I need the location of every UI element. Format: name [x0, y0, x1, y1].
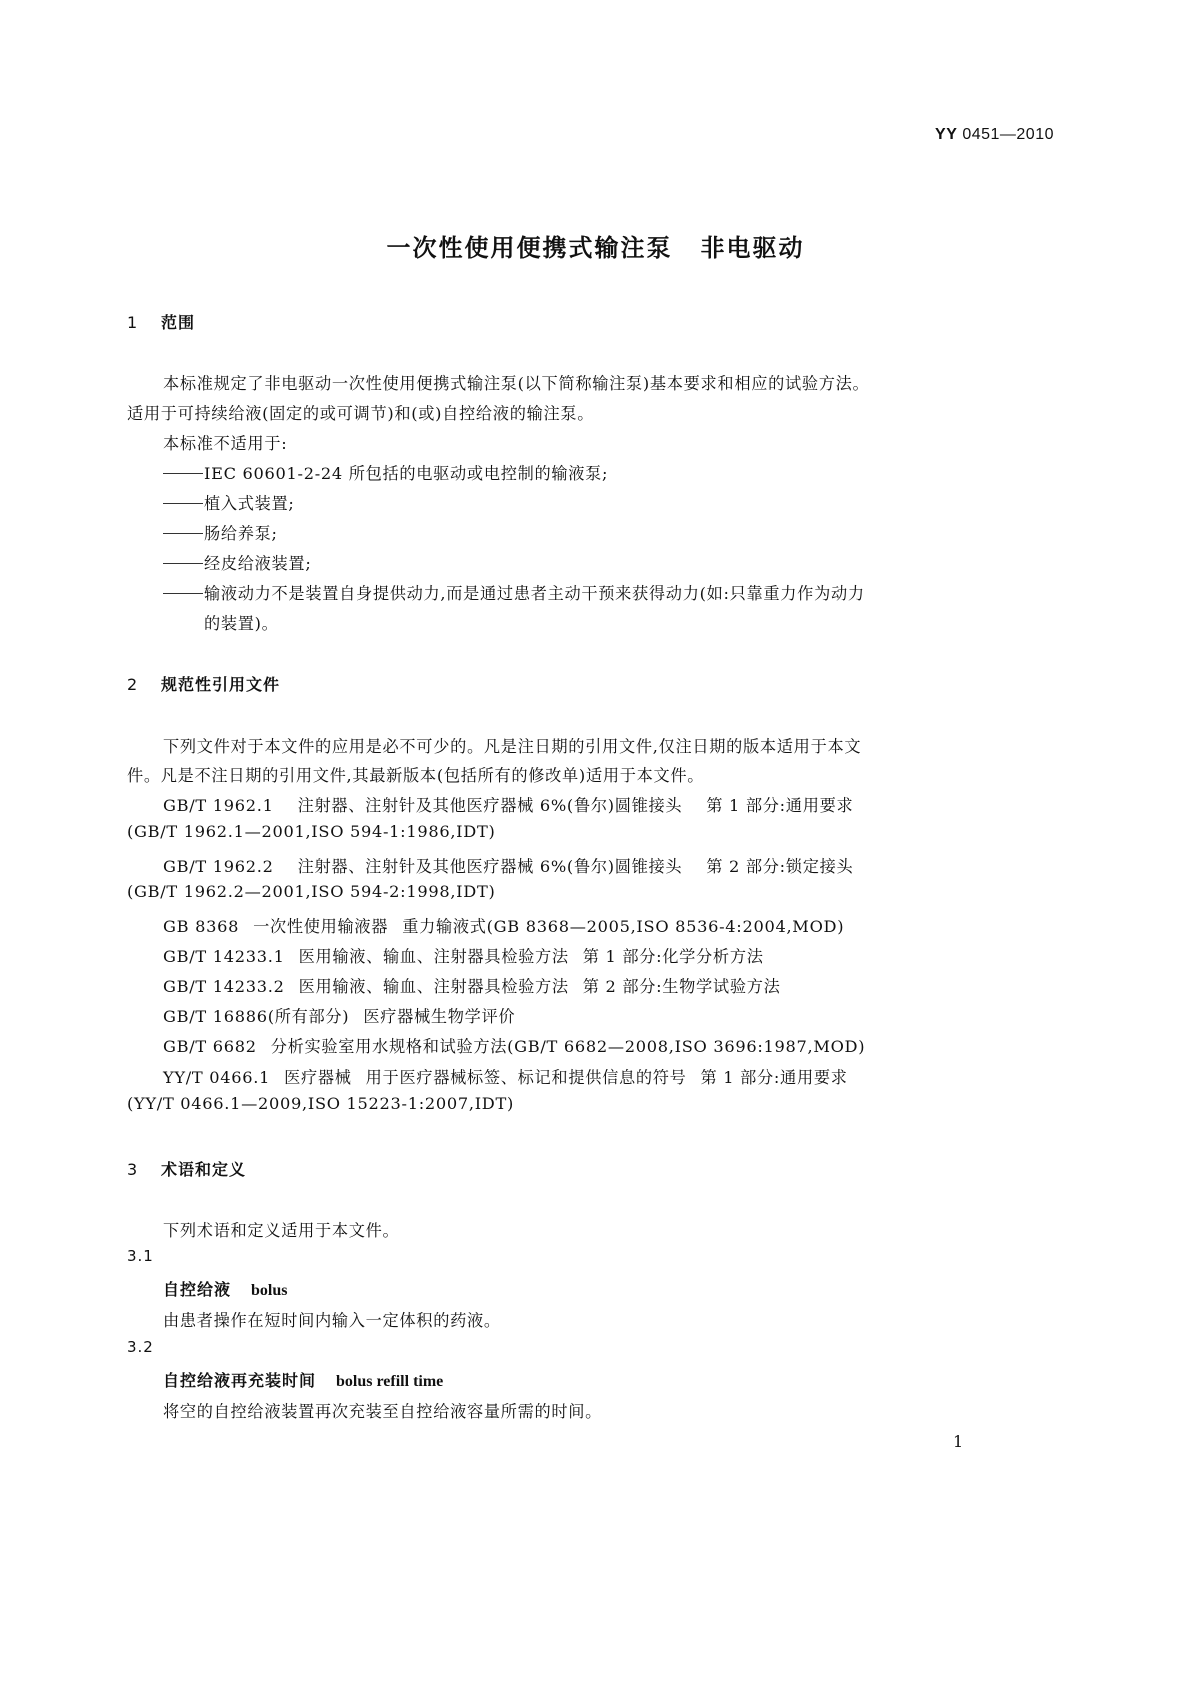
dash-mark	[163, 533, 203, 534]
title-main: 一次性使用便携式输注泵	[386, 234, 673, 262]
scope-not-applicable: 本标准不适用于:	[163, 434, 288, 453]
exclusion-item	[163, 580, 865, 604]
references-intro-line: 件。凡是不注日期的引用文件,其最新版本(包括所有的修改单)适用于本文件。	[127, 766, 705, 785]
term-en: bolus refill time	[336, 1373, 444, 1390]
section-2-heading	[127, 672, 280, 695]
term-heading	[163, 1368, 443, 1391]
exclusion-text: IEC 60601-2-24 所包括的电驱动或电控制的输液泵;	[204, 464, 609, 483]
references-intro-line: 下列文件对于本文件的应用是必不可少的。凡是注日期的引用文件,仅注日期的版本适用于本文	[163, 737, 862, 756]
scope-para-line: 适用于可持续给液(固定的或可调节)和(或)自控给液的输注泵。	[127, 404, 595, 423]
reference-item	[163, 792, 853, 816]
reference-item	[163, 973, 780, 997]
section-title: 范围	[161, 313, 196, 332]
reference-title: 医用输液、输血、注射器具检验方法	[298, 947, 569, 966]
reference-code: YY/T 0466.1	[163, 1068, 271, 1087]
reference-subtitle: 用于医疗器械标签、标记和提供信息的符号	[365, 1068, 687, 1087]
reference-continuation: (YY/T 0466.1—2009,ISO 15223-1:2007,IDT)	[127, 1094, 514, 1113]
reference-part: 第 1 部分:通用要求	[700, 1068, 848, 1087]
reference-continuation: (GB/T 1962.1—2001,ISO 594-1:1986,IDT)	[127, 822, 496, 841]
section-number: 3	[127, 1160, 139, 1179]
standard-code-number: 0451—2010	[962, 126, 1054, 143]
reference-item	[163, 1033, 865, 1057]
reference-code: GB/T 14233.1	[163, 947, 285, 966]
section-number: 1	[127, 313, 139, 332]
term-number: 3.2	[127, 1338, 154, 1356]
reference-title: 医疗器械	[284, 1068, 352, 1087]
page-number: 1	[953, 1432, 964, 1451]
exclusion-text: 肠给养泵;	[204, 524, 278, 543]
reference-item	[163, 1003, 515, 1027]
term-en: bolus	[251, 1282, 288, 1299]
reference-code: GB/T 1962.1	[163, 796, 274, 815]
exclusion-item	[163, 520, 278, 544]
standard-code	[935, 126, 1054, 144]
terms-intro: 下列术语和定义适用于本文件。	[163, 1221, 400, 1240]
exclusion-text: 植入式装置;	[204, 494, 295, 513]
reference-title: 注射器、注射针及其他医疗器械 6%(鲁尔)圆锥接头	[297, 796, 683, 815]
exclusion-text: 输液动力不是装置自身提供动力,而是通过患者主动干预来获得动力(如:只靠重力作为动力	[204, 584, 865, 603]
reference-code: GB/T 16886(所有部分)	[163, 1007, 350, 1026]
standard-code-prefix: YY	[935, 126, 958, 143]
title-sub: 非电驱动	[700, 234, 805, 262]
dash-mark	[163, 503, 203, 504]
reference-part: 第 1 部分:化学分析方法	[582, 947, 764, 966]
dash-mark	[163, 593, 203, 594]
reference-title: 一次性使用输液器	[253, 917, 389, 936]
document-title	[0, 228, 1191, 263]
term-heading	[163, 1277, 287, 1300]
reference-item	[163, 943, 764, 967]
reference-title: 分析实验室用水规格和试验方法(GB/T 6682—2008,ISO 3696:1987,MOD)	[270, 1037, 866, 1056]
term-definition: 由患者操作在短时间内输入一定体积的药液。	[163, 1311, 501, 1330]
reference-continuation: (GB/T 1962.2—2001,ISO 594-2:1998,IDT)	[127, 882, 496, 901]
term-zh: 自控给液再充装时间	[163, 1371, 317, 1390]
reference-part: 第 2 部分:锁定接头	[706, 857, 854, 876]
term-zh: 自控给液	[163, 1280, 232, 1299]
term-definition: 将空的自控给液装置再次充装至自控给液容量所需的时间。	[163, 1402, 603, 1421]
reference-item	[163, 853, 853, 877]
reference-item	[163, 913, 844, 937]
reference-part: 第 2 部分:生物学试验方法	[582, 977, 781, 996]
term-number: 3.1	[127, 1247, 154, 1265]
reference-code: GB/T 1962.2	[163, 857, 274, 876]
exclusion-item	[163, 460, 608, 484]
section-number: 2	[127, 675, 139, 694]
exclusion-item	[163, 550, 311, 574]
section-title: 规范性引用文件	[161, 675, 281, 694]
section-title: 术语和定义	[161, 1160, 247, 1179]
reference-title: 注射器、注射针及其他医疗器械 6%(鲁尔)圆锥接头	[297, 857, 683, 876]
exclusion-continuation: 的装置)。	[204, 614, 279, 633]
reference-code: GB/T 14233.2	[163, 977, 285, 996]
reference-title: 医用输液、输血、注射器具检验方法	[298, 977, 569, 996]
exclusion-item	[163, 490, 295, 514]
reference-code: GB/T 6682	[163, 1037, 257, 1056]
exclusion-text: 经皮给液装置;	[204, 554, 312, 573]
dash-mark	[163, 563, 203, 564]
reference-part: 第 1 部分:通用要求	[706, 796, 854, 815]
dash-mark	[163, 473, 203, 474]
section-1-heading	[127, 310, 195, 333]
reference-code: GB 8368	[163, 917, 240, 936]
reference-part: 重力输液式(GB 8368—2005,ISO 8536-4:2004,MOD)	[402, 917, 845, 936]
scope-para-line: 本标准规定了非电驱动一次性使用便携式输注泵(以下简称输注泵)基本要求和相应的试验方法。	[163, 374, 870, 393]
reference-title: 医疗器械生物学评价	[363, 1007, 516, 1026]
section-3-heading	[127, 1157, 246, 1180]
reference-item	[163, 1064, 848, 1088]
